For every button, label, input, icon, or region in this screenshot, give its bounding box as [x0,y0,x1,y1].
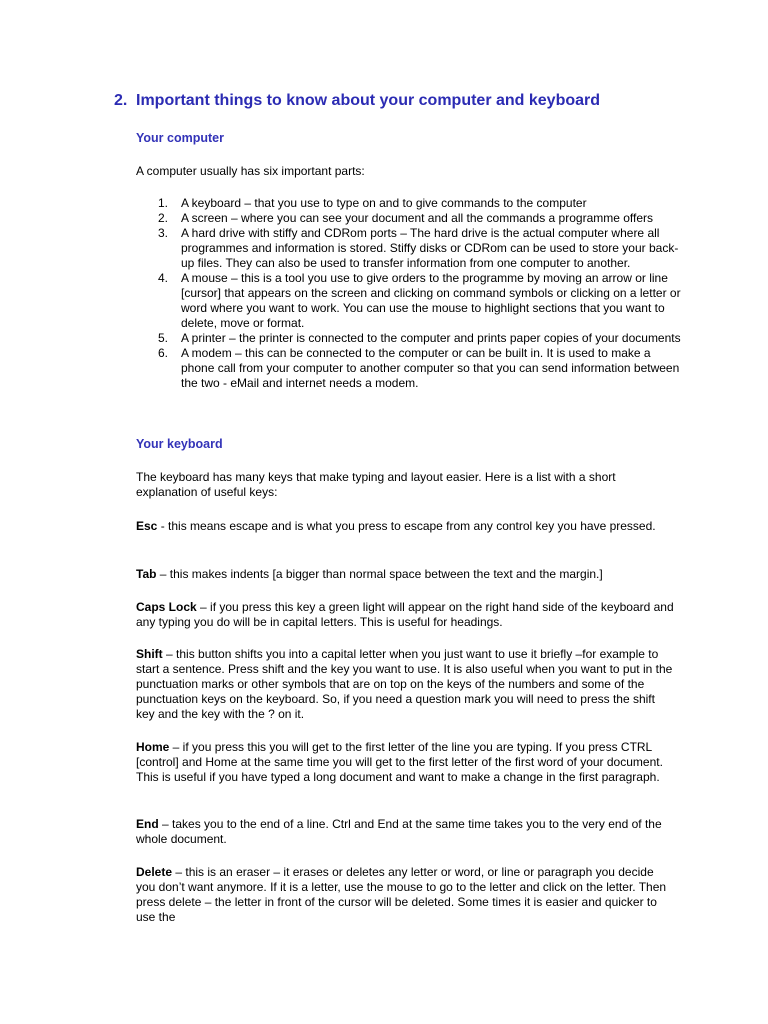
subheading-your-keyboard: Your keyboard [136,437,223,451]
list-item-text: A keyboard – that you use to type on and to give commands to the computer [181,196,587,210]
key-description-caps-lock [136,600,676,630]
key-description-delete [136,865,676,925]
computer-parts-list [136,196,681,391]
key-text: – this makes indents [a bigger than normal space between the text and the margin.] [156,567,603,581]
key-text: - this means escape and is what you press to escape from any control key you have pressed. [157,519,656,533]
key-name: Esc [136,519,158,533]
key-text: – if you press this you will get to the first letter of the line you are typing. If you press CTRL [control] and Home at the same time you will get to the first letter of the first word of your document. This is useful if you have typed a long document and want to make a change in the first paragraph. [136,740,663,784]
list-item-text: A hard drive with stiffy and CDRom ports – The hard drive is the actual computer where all programmes and information is stored. Stiffy disks or CDRom can be used to store your back-up files. They can also be used to transfer information from one computer to another. [181,226,679,270]
key-text: – takes you to the end of a line. Ctrl and End at the same time takes you to the very end of the whole document. [136,817,662,846]
key-description-shift [136,647,676,722]
list-item [136,331,681,346]
key-description-end [136,817,676,847]
list-item-number: 3. [158,226,169,240]
key-text: – this is an eraser – it erases or deletes any letter or word, or line or paragraph you decide you don’t want anymore. If it is a letter, use the mouse to go to the letter and click on the letter. Then press delete – the letter in front of the cursor will be deleted. Some times it is easier and quicker to use the [136,865,667,924]
key-name: Tab [136,567,157,581]
subheading-your-computer: Your computer [136,131,224,145]
key-name: Caps Lock [136,600,197,614]
list-item-number: 4. [158,271,169,285]
list-item-text: A mouse – this is a tool you use to give orders to the programme by moving an arrow or line [cursor] that appears on the screen and clicking on command symbols or clicking on a letter or word where you want to work. You can use the mouse to highlight sections that you want to delete, move or format. [181,271,681,330]
key-text: – if you press this key a green light will appear on the right hand side of the keyboard and any typing you do will be in capital letters. This is useful for headings. [136,600,674,629]
list-item [136,226,681,271]
list-item [136,271,681,331]
list-item [136,211,681,226]
computer-intro: A computer usually has six important parts: [136,164,365,178]
key-name: End [136,817,159,831]
list-item-number: 5. [158,331,169,345]
section-heading [114,92,600,110]
list-item [136,196,681,211]
list-item-text: A printer – the printer is connected to the computer and prints paper copies of your documents [181,331,681,345]
key-name: Home [136,740,170,754]
key-description-tab [136,567,676,582]
list-item [136,346,681,391]
key-name: Delete [136,865,173,879]
key-name: Shift [136,647,163,661]
section-number: 2. [114,92,128,109]
keyboard-intro: The keyboard has many keys that make typing and layout easier. Here is a list with a short explanation of useful keys: [136,470,616,499]
list-item-number: 1. [158,196,169,210]
list-item-text: A modem – this can be connected to the computer or can be built in. It is used to make a phone call from your computer to another computer so that you can send information between the two - eMail and internet needs a modem. [181,346,680,390]
key-text: – this button shifts you into a capital letter when you just want to use it briefly –for example to start a sentence. Press shift and the key you want to use. It is also useful when you want to put in the punctuation marks or other symbols that are on top on the keys of the numbers and some of the punctuation keys on the keyboard. So, if you need a question mark you will need to press the shift key and the key with the ? on it. [136,647,673,721]
list-item-number: 2. [158,211,169,225]
key-description-home [136,740,676,785]
key-description-esc [136,519,676,534]
list-item-number: 6. [158,346,169,360]
list-item-text: A screen – where you can see your document and all the commands a programme offers [181,211,654,225]
section-title-text: Important things to know about your computer and keyboard [136,92,601,109]
